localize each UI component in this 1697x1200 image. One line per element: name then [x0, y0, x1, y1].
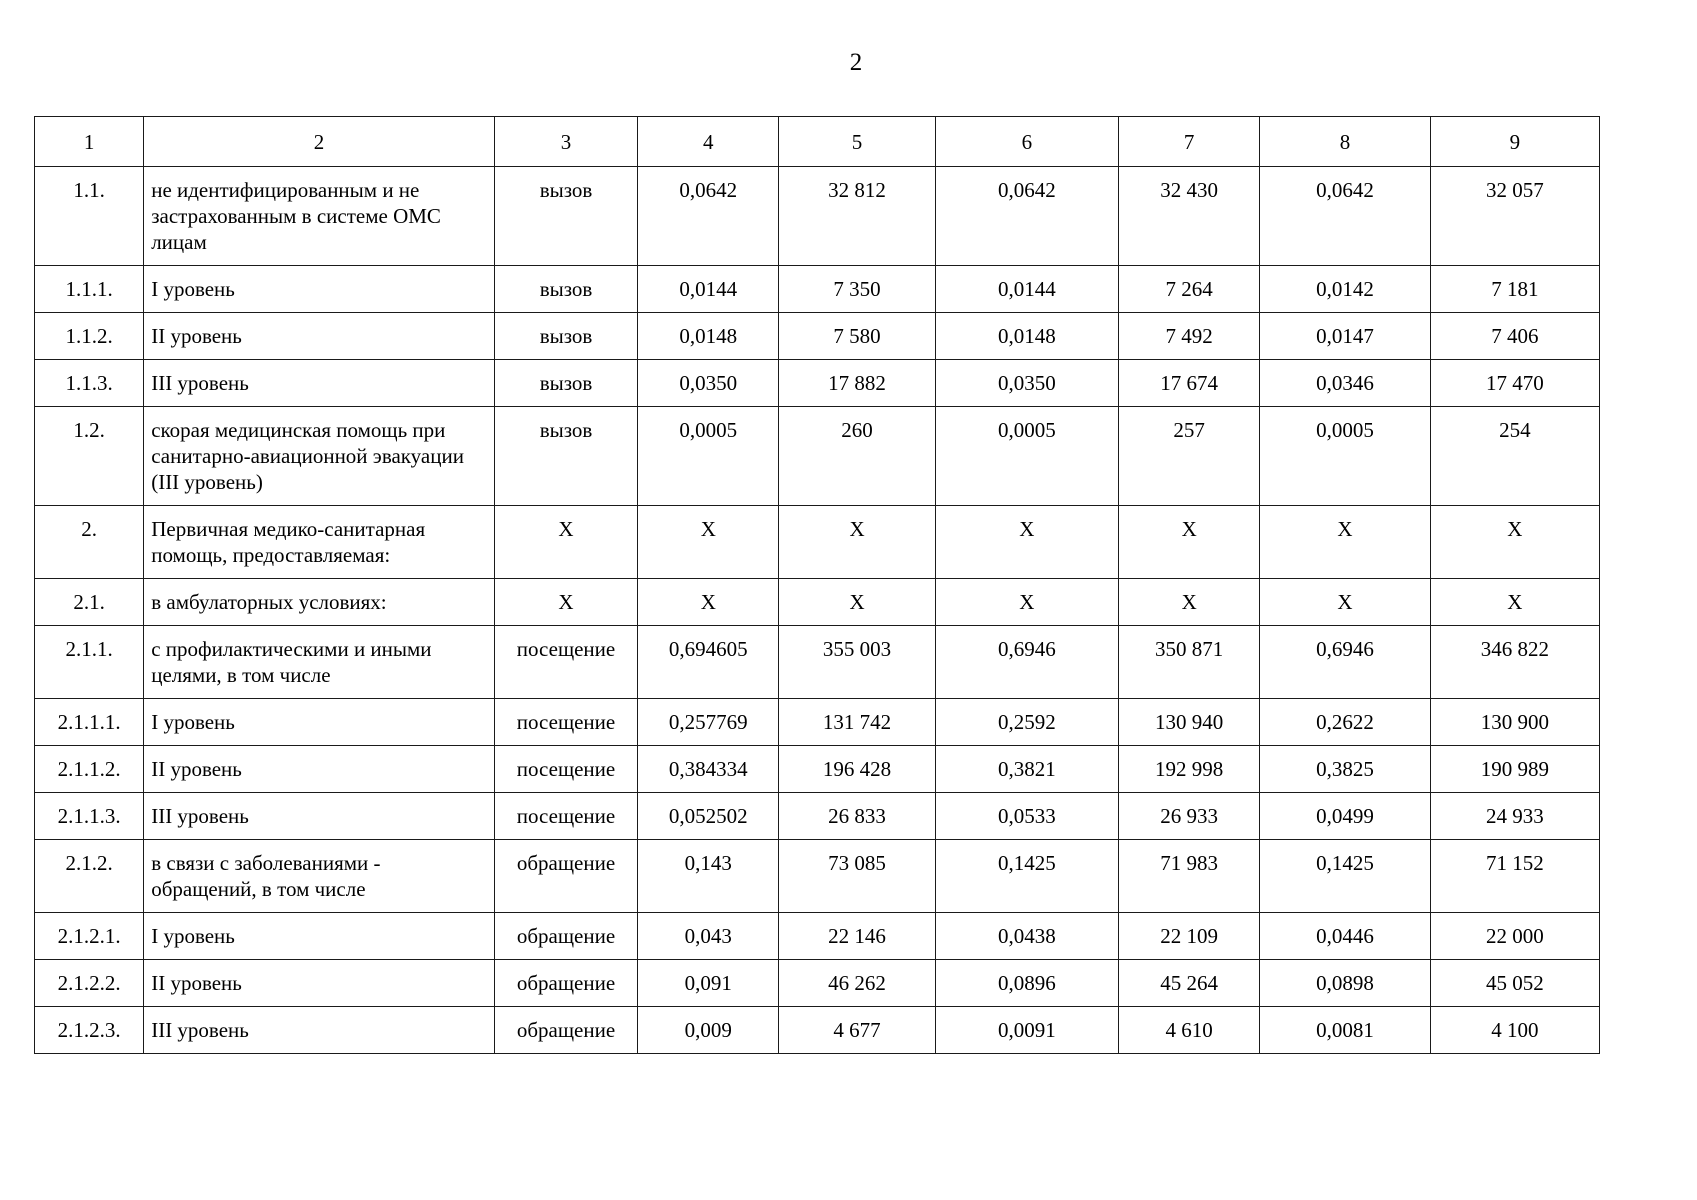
value-cell: 22 146 [779, 913, 935, 960]
description-cell: II уровень [144, 960, 495, 1007]
value-cell: 0,0081 [1260, 1007, 1430, 1054]
value-cell: 0,0446 [1260, 913, 1430, 960]
unit-cell: вызов [494, 407, 637, 506]
value-cell: 26 933 [1119, 793, 1260, 840]
value-cell: X [935, 506, 1118, 579]
value-cell: 0,009 [638, 1007, 779, 1054]
value-cell: 0,0091 [935, 1007, 1118, 1054]
value-cell: 0,3821 [935, 746, 1118, 793]
page-number: 2 [849, 49, 863, 76]
value-cell: X [935, 579, 1118, 626]
value-cell: 73 085 [779, 840, 935, 913]
unit-cell: X [494, 506, 637, 579]
unit-cell: посещение [494, 746, 637, 793]
value-cell: 7 406 [1430, 313, 1599, 360]
value-cell: 192 998 [1119, 746, 1260, 793]
unit-cell: посещение [494, 793, 637, 840]
value-cell: 0,0499 [1260, 793, 1430, 840]
value-cell: 0,694605 [638, 626, 779, 699]
value-cell: 26 833 [779, 793, 935, 840]
unit-cell: обращение [494, 913, 637, 960]
row-number-cell: 2.1.2. [35, 840, 144, 913]
table-row [35, 960, 1600, 1007]
description-cell: не идентифицированным и не застрахованным в системе ОМС лицам [144, 167, 495, 266]
value-cell: 45 052 [1430, 960, 1599, 1007]
value-cell: 32 057 [1430, 167, 1599, 266]
value-cell: 0,1425 [935, 840, 1118, 913]
unit-cell: вызов [494, 360, 637, 407]
value-cell: 190 989 [1430, 746, 1599, 793]
header-cell: 1 [35, 117, 144, 167]
row-number-cell: 2.1.1. [35, 626, 144, 699]
value-cell: X [1260, 506, 1430, 579]
value-cell: X [779, 506, 935, 579]
value-cell: 0,0438 [935, 913, 1118, 960]
table-row [35, 793, 1600, 840]
value-cell: 0,0005 [638, 407, 779, 506]
description-cell: II уровень [144, 313, 495, 360]
value-cell: 0,257769 [638, 699, 779, 746]
header-cell: 3 [494, 117, 637, 167]
description-cell: в связи с заболеваниями - обращений, в том числе [144, 840, 495, 913]
unit-cell: обращение [494, 840, 637, 913]
description-cell: Первичная медико-санитарная помощь, предоставляемая: [144, 506, 495, 579]
value-cell: 0,0642 [1260, 167, 1430, 266]
table-row [35, 913, 1600, 960]
header-cell: 8 [1260, 117, 1430, 167]
value-cell: X [638, 506, 779, 579]
value-cell: 0,0898 [1260, 960, 1430, 1007]
value-cell: 0,3825 [1260, 746, 1430, 793]
value-cell: 196 428 [779, 746, 935, 793]
value-cell: 4 100 [1430, 1007, 1599, 1054]
row-number-cell: 2.1. [35, 579, 144, 626]
table-row [35, 746, 1600, 793]
table-row [35, 699, 1600, 746]
unit-cell: вызов [494, 167, 637, 266]
value-cell: X [1430, 579, 1599, 626]
value-cell: 0,0350 [935, 360, 1118, 407]
value-cell: 257 [1119, 407, 1260, 506]
value-cell: 0,0147 [1260, 313, 1430, 360]
value-cell: 32 812 [779, 167, 935, 266]
value-cell: 355 003 [779, 626, 935, 699]
value-cell: 0,0144 [935, 266, 1118, 313]
value-cell: X [1119, 579, 1260, 626]
value-cell: 0,2592 [935, 699, 1118, 746]
row-number-cell: 2.1.2.1. [35, 913, 144, 960]
table-row [35, 407, 1600, 506]
value-cell: X [1119, 506, 1260, 579]
description-cell: III уровень [144, 1007, 495, 1054]
table-row [35, 167, 1600, 266]
value-cell: 0,0005 [1260, 407, 1430, 506]
table-row [35, 360, 1600, 407]
row-number-cell: 2.1.2.2. [35, 960, 144, 1007]
description-cell: I уровень [144, 266, 495, 313]
row-number-cell: 1.1.2. [35, 313, 144, 360]
unit-cell: обращение [494, 960, 637, 1007]
table-row [35, 1007, 1600, 1054]
value-cell: 254 [1430, 407, 1599, 506]
value-cell: 4 677 [779, 1007, 935, 1054]
unit-cell: посещение [494, 699, 637, 746]
value-cell: 0,043 [638, 913, 779, 960]
data-table [34, 116, 1600, 1054]
header-cell: 9 [1430, 117, 1599, 167]
value-cell: 0,0005 [935, 407, 1118, 506]
value-cell: 346 822 [1430, 626, 1599, 699]
value-cell: 24 933 [1430, 793, 1599, 840]
value-cell: 130 940 [1119, 699, 1260, 746]
value-cell: 0,0148 [638, 313, 779, 360]
value-cell: 131 742 [779, 699, 935, 746]
value-cell: 71 983 [1119, 840, 1260, 913]
value-cell: 17 470 [1430, 360, 1599, 407]
value-cell: 22 000 [1430, 913, 1599, 960]
value-cell: 7 580 [779, 313, 935, 360]
unit-cell: вызов [494, 313, 637, 360]
description-cell: III уровень [144, 793, 495, 840]
value-cell: 0,6946 [1260, 626, 1430, 699]
header-cell: 5 [779, 117, 935, 167]
value-cell: 4 610 [1119, 1007, 1260, 1054]
header-cell: 6 [935, 117, 1118, 167]
value-cell: 7 492 [1119, 313, 1260, 360]
row-number-cell: 2.1.2.3. [35, 1007, 144, 1054]
unit-cell: вызов [494, 266, 637, 313]
value-cell: 260 [779, 407, 935, 506]
table-row [35, 626, 1600, 699]
value-cell: 0,091 [638, 960, 779, 1007]
description-cell: скорая медицинская помощь при санитарно-авиационной эвакуации (III уровень) [144, 407, 495, 506]
unit-cell: посещение [494, 626, 637, 699]
value-cell: 0,2622 [1260, 699, 1430, 746]
description-cell: III уровень [144, 360, 495, 407]
table-row [35, 579, 1600, 626]
description-cell: в амбулаторных условиях: [144, 579, 495, 626]
row-number-cell: 2.1.1.1. [35, 699, 144, 746]
value-cell: 22 109 [1119, 913, 1260, 960]
unit-cell: обращение [494, 1007, 637, 1054]
row-number-cell: 1.1.1. [35, 266, 144, 313]
table-row [35, 266, 1600, 313]
header-cell: 7 [1119, 117, 1260, 167]
value-cell: X [1260, 579, 1430, 626]
unit-cell: X [494, 579, 637, 626]
value-cell: 17 674 [1119, 360, 1260, 407]
value-cell: 0,0642 [638, 167, 779, 266]
value-cell: 0,0896 [935, 960, 1118, 1007]
row-number-cell: 1.2. [35, 407, 144, 506]
value-cell: 0,0148 [935, 313, 1118, 360]
value-cell: X [779, 579, 935, 626]
description-cell: I уровень [144, 699, 495, 746]
value-cell: 0,143 [638, 840, 779, 913]
value-cell: 0,0350 [638, 360, 779, 407]
value-cell: 7 350 [779, 266, 935, 313]
value-cell: 71 152 [1430, 840, 1599, 913]
value-cell: 0,1425 [1260, 840, 1430, 913]
description-cell: с профилактическими и иными целями, в том числе [144, 626, 495, 699]
value-cell: 46 262 [779, 960, 935, 1007]
value-cell: 0,0642 [935, 167, 1118, 266]
header-cell: 2 [144, 117, 495, 167]
table-header-row [35, 117, 1600, 167]
value-cell: 0,0142 [1260, 266, 1430, 313]
value-cell: 32 430 [1119, 167, 1260, 266]
value-cell: 17 882 [779, 360, 935, 407]
table-row [35, 506, 1600, 579]
value-cell: X [638, 579, 779, 626]
value-cell: 45 264 [1119, 960, 1260, 1007]
row-number-cell: 2.1.1.2. [35, 746, 144, 793]
value-cell: 0,384334 [638, 746, 779, 793]
row-number-cell: 2. [35, 506, 144, 579]
description-cell: II уровень [144, 746, 495, 793]
value-cell: X [1430, 506, 1599, 579]
row-number-cell: 2.1.1.3. [35, 793, 144, 840]
table-row [35, 840, 1600, 913]
row-number-cell: 1.1. [35, 167, 144, 266]
table-row [35, 313, 1600, 360]
header-cell: 4 [638, 117, 779, 167]
value-cell: 0,0346 [1260, 360, 1430, 407]
value-cell: 0,052502 [638, 793, 779, 840]
value-cell: 0,0533 [935, 793, 1118, 840]
value-cell: 350 871 [1119, 626, 1260, 699]
row-number-cell: 1.1.3. [35, 360, 144, 407]
value-cell: 0,0144 [638, 266, 779, 313]
value-cell: 0,6946 [935, 626, 1118, 699]
value-cell: 7 264 [1119, 266, 1260, 313]
value-cell: 130 900 [1430, 699, 1599, 746]
description-cell: I уровень [144, 913, 495, 960]
value-cell: 7 181 [1430, 266, 1599, 313]
